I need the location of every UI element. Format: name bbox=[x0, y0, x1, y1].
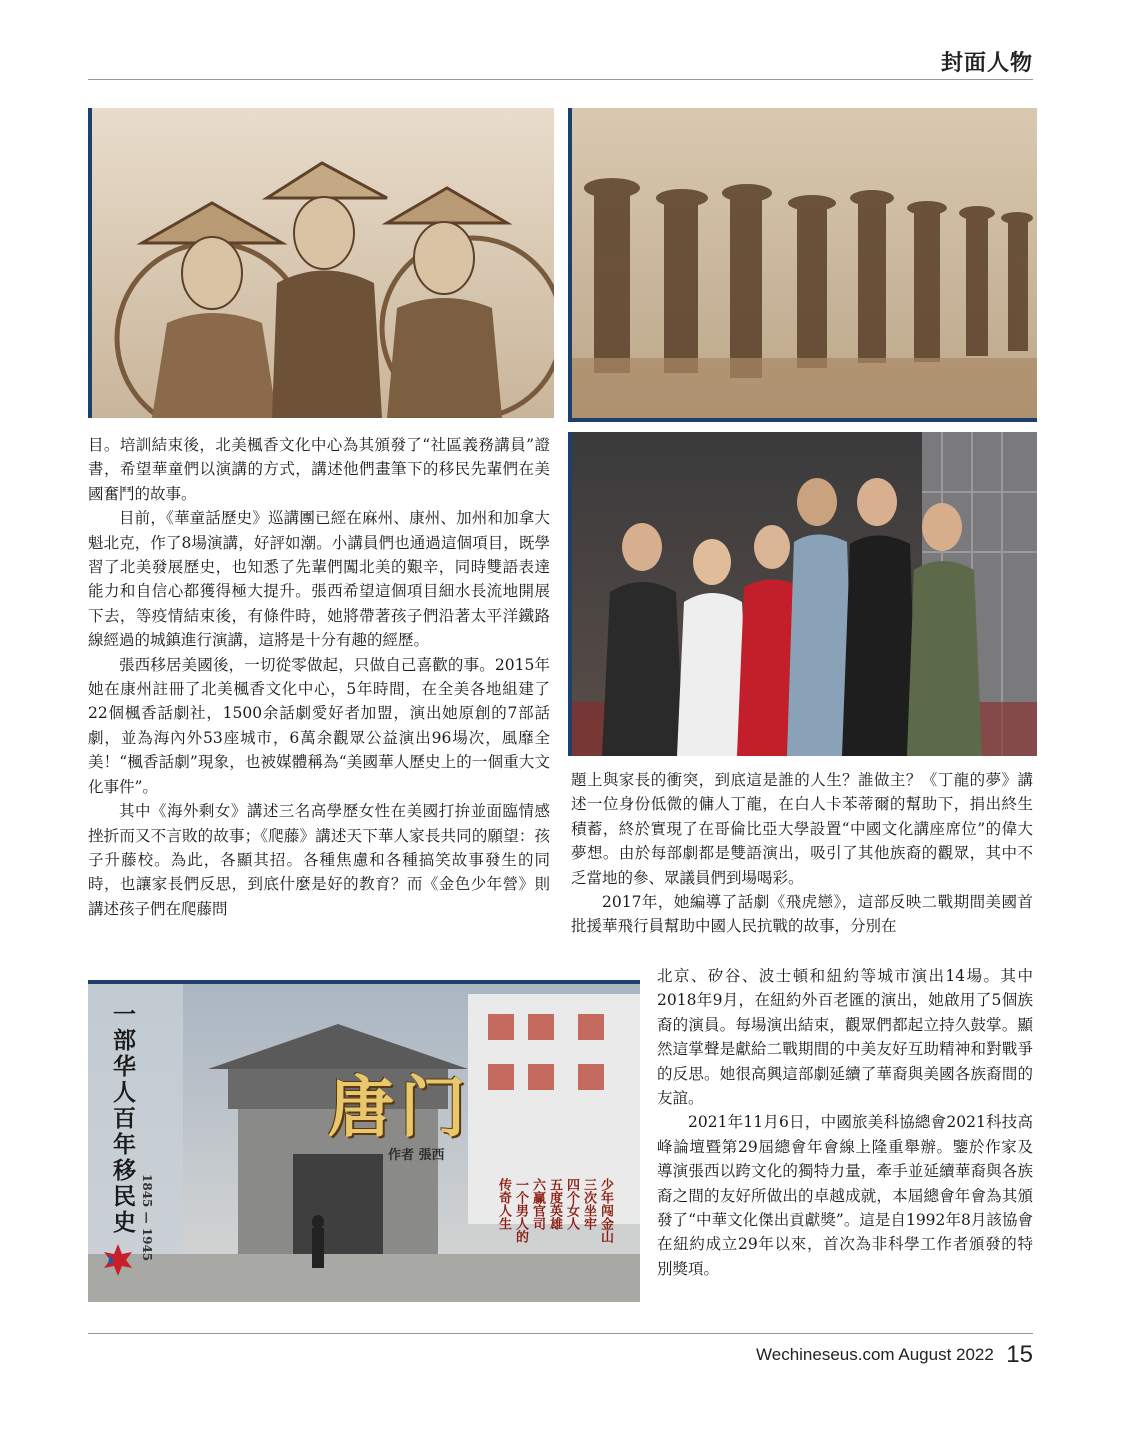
paragraph: 2021年11月6日，中國旅美科協總會2021科技高峰論壇暨第29屆總會年會線上隆重舉辦。鑒於作家及導演張西以跨文化的獨特力量，牽手並延續華裔與各族裔之間的友好所做出的卓越成就，本屆總會年會為其頒發了“中華文化傑出貢獻獎”。這是自1992年8月該協會在紐約成立29年以來，首次為非科學工作者頒發的特別獎項。 bbox=[657, 1113, 1033, 1278]
painting-crowd-image bbox=[568, 108, 1037, 422]
poster-years: 1845 — 1945 bbox=[140, 1174, 154, 1262]
page-footer bbox=[756, 1341, 1033, 1369]
paragraph: 2017年，她編導了話劇《飛虎戀》，這部反映二戰期間美國首批援華飛行員幫助中國人民抗戰的故事，分別在 bbox=[571, 893, 1033, 936]
poster-title: 唐门 bbox=[328, 1068, 472, 1146]
paragraph: 北京、矽谷、波士頓和紐約等城市演出14場。其中2018年9月，在紐約外百老匯的演出，她啟用了5個族裔的演員。每場演出結束，觀眾們都起立持久鼓掌。顯然這掌聲是獻給二戰期間的中美友好互助精神和對戰爭的反思。她很高興這部劇延續了華裔與美國各族裔間的友誼。 bbox=[657, 967, 1033, 1108]
poster-tagline: 三次坐牢 bbox=[581, 1178, 596, 1230]
book-poster-image bbox=[88, 980, 640, 1302]
footer-site-date: Wechineseus.com August 2022 bbox=[756, 1345, 994, 1364]
poster-tagline: 六赢官司 bbox=[530, 1178, 545, 1230]
poster-author: 作者 張西 bbox=[388, 1148, 445, 1163]
paragraph: 張西移居美國後，一切從零做起，只做自己喜歡的事。2015年她在康州註冊了北美楓香文化中心，5年時間，在全美各地組建了22個楓香話劇社，1500余話劇愛好者加盟，演出她原創的7部話劇，並為海內外53座城市，6萬余觀眾公益演出96場次，風靡全美！“楓香話劇”現象，也被媒體稱為“美國華人歷史上的一個重大文化事件”。 bbox=[88, 655, 550, 796]
paragraph: 其中《海外剩女》講述三名高學歷女性在美國打拚並面臨情感挫折而又不言敗的故事；《爬藤》講述天下華人家長共同的願望：孩子升藤校。為此，各顯其招。各種焦慮和各種搞笑故事發生的同時，也讓家長們反思，到底什麼是好的教育？而《金色少年營》則講述孩子們在爬藤問 bbox=[88, 802, 550, 918]
right-column-text-lower bbox=[657, 964, 1033, 1281]
top-divider bbox=[88, 79, 1033, 80]
poster-subtitle: 一部华人百年移民史 bbox=[109, 1002, 136, 1236]
paragraph: 目。培訓結束後，北美楓香文化中心為其頒發了“社區義務講員”證書，希望華童們以演講的方式，講述他們畫筆下的移民先輩們在美國奮鬥的故事。 bbox=[88, 436, 550, 503]
paragraph: 題上與家長的衝突，到底這是誰的人生？誰做主？《丁龍的夢》講述一位身份低微的傭人丁龍，在白人卡苯蒂爾的幫助下，捐出終生積蓄，終於實現了在哥倫比亞大學設置“中國文化講座席位”的偉大夢想。由於每部劇都是雙語演出，吸引了其他族裔的觀眾，其中不乏當地的參、眾議員們到場喝彩。 bbox=[571, 771, 1033, 887]
poster-taglines bbox=[496, 1178, 613, 1243]
group-photo-image bbox=[568, 432, 1037, 756]
poster-tagline: 少年闯金山 bbox=[598, 1178, 613, 1243]
painting-workers-image bbox=[88, 108, 554, 418]
poster-tagline: 四个女人 bbox=[564, 1178, 579, 1230]
poster-tagline: 传奇人生 bbox=[496, 1178, 511, 1230]
bottom-divider bbox=[88, 1333, 1033, 1334]
paragraph: 目前，《華童話歷史》巡講團已經在麻州、康州、加州和加拿大魁北克，作了8場演講，好評如潮。小講員們也通過這個項目，既學習了北美發展歷史，也知悉了先輩們闖北美的艱辛，同時雙語表達能力和自信心都獲得極大提升。張西希望這個項目細水長流地開展下去，等疫情結束後，有條件時，她將帶著孩子們沿著太平洋鐵路線經過的城鎮進行演講，這將是十分有趣的經歷。 bbox=[88, 509, 550, 650]
poster-tagline: 五度英雄 bbox=[547, 1178, 562, 1230]
page-number: 15 bbox=[1006, 1341, 1033, 1368]
section-label: 封面人物 bbox=[940, 50, 1033, 76]
poster-tagline: 一个男人的 bbox=[513, 1178, 528, 1243]
left-column-text bbox=[88, 433, 550, 921]
right-column-text-upper bbox=[571, 768, 1033, 939]
